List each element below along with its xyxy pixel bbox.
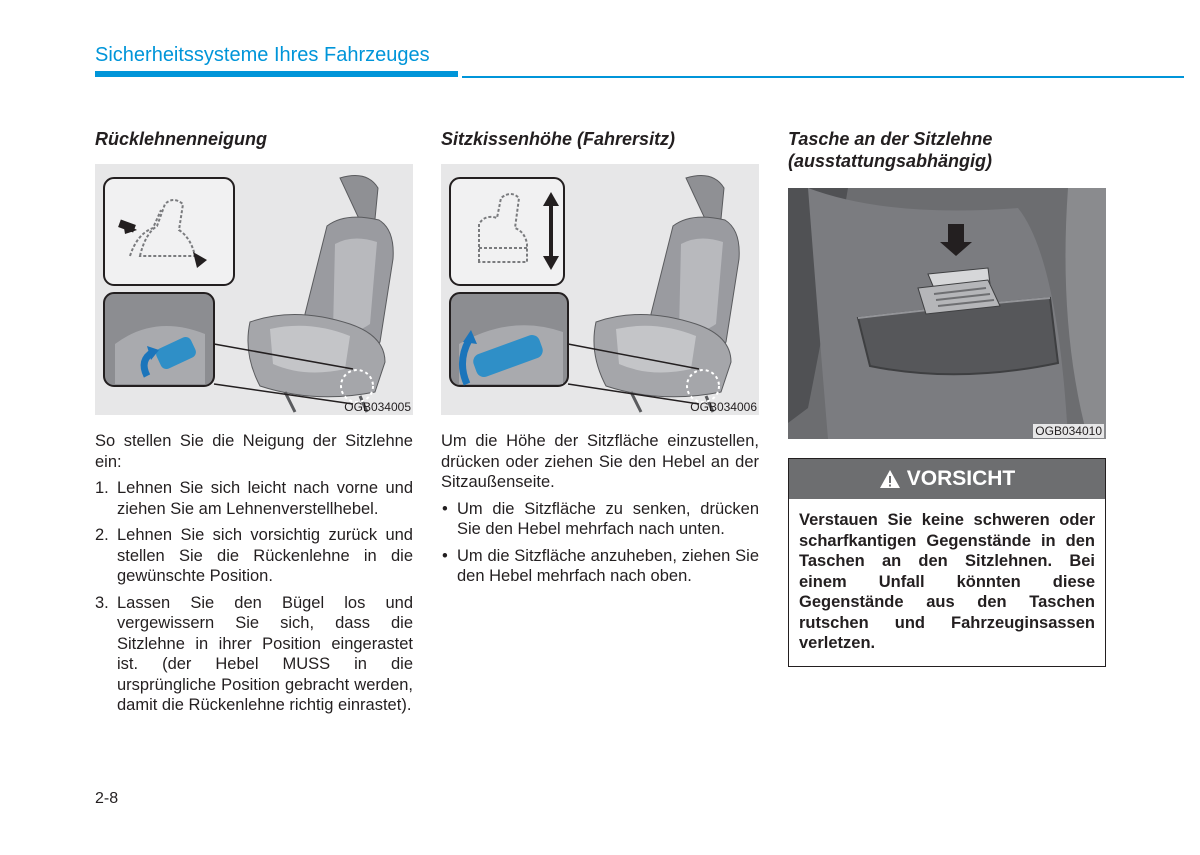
steps-list xyxy=(95,478,413,716)
step-number: 1. xyxy=(95,479,109,497)
list-item xyxy=(441,499,759,540)
bullet-mark: • xyxy=(442,546,448,565)
bullet-list xyxy=(441,499,759,587)
intro-text: So stellen Sie die Neigung der Sitzlehne ein: xyxy=(95,432,413,471)
warning-header xyxy=(789,459,1105,499)
warning-box xyxy=(788,458,1106,667)
seat-height-illustration xyxy=(441,164,759,415)
page-number: 2-8 xyxy=(95,790,119,807)
step-text: Lehnen Sie sich vorsichtig zurück und stellen Sie die Rückenlehne in die gewünschte Position. xyxy=(117,526,413,585)
section-title-recline: Rücklehnenneigung xyxy=(95,129,268,149)
warning-text: Verstauen Sie keine schweren oder scharfkantigen Gegenstände in den Taschen an den Sitzlehnen. Bei einem Unfall könnten diese Gegenstände aus den Taschen rutschen und Fahrzeuginsassen verletzen. xyxy=(799,511,1095,652)
figure-code: OGB034006 xyxy=(690,400,757,414)
step-number: 2. xyxy=(95,526,109,544)
column-backrest-recline xyxy=(95,128,413,722)
figure-code: OGB034010 xyxy=(1035,424,1102,438)
header-rule-thick xyxy=(95,71,458,77)
step-number: 3. xyxy=(95,593,109,612)
title-line-1: Tasche an der Sitzlehne xyxy=(788,129,993,149)
bullet-text: Um die Sitzfläche zu senken, drücken Sie den Hebel mehrfach nach unten. xyxy=(457,499,759,538)
list-item xyxy=(441,546,759,587)
figure-code: OGB034005 xyxy=(344,400,411,414)
section-title-pocket xyxy=(788,128,1106,172)
intro-text: Um die Höhe der Sitzfläche einzustellen, drücken oder ziehen Sie den Hebel an der Sitzaußenseite. xyxy=(441,432,759,491)
warning-triangle-icon xyxy=(879,469,901,489)
bullet-mark: • xyxy=(442,499,448,518)
seatback-pocket-illustration xyxy=(788,188,1106,439)
header-rule-thin xyxy=(462,76,1184,78)
column-cushion-height xyxy=(441,128,759,593)
step-text: Lehnen Sie sich leicht nach vorne und ziehen Sie am Lehnenverstellhebel. xyxy=(117,479,413,518)
bullet-text: Um die Sitzfläche anzuheben, ziehen Sie den Hebel mehrfach nach oben. xyxy=(457,546,759,585)
step-text: Lassen Sie den Bügel los und vergewissern Sie sich, dass die Sitzlehne in ihrer Position eingerastet ist. (der Hebel MUSS in die ursprüngliche Position gebracht werden, damit die Rückenlehne richtig einrastet). xyxy=(117,593,413,714)
list-item xyxy=(95,525,413,587)
column-seatback-pocket xyxy=(788,128,1106,667)
title-line-2: (ausstattungsabhängig) xyxy=(788,151,993,171)
figure-recline xyxy=(95,164,413,415)
list-item xyxy=(95,593,413,716)
warning-heading: VORSICHT xyxy=(906,467,1016,490)
section-header: Sicherheitssysteme Ihres Fahrzeuges xyxy=(95,44,430,66)
seat-recline-illustration xyxy=(95,164,413,415)
figure-height xyxy=(441,164,759,415)
section-title-height: Sitzkissenhöhe (Fahrersitz) xyxy=(441,129,676,149)
list-item xyxy=(95,478,413,519)
figure-pocket xyxy=(788,188,1106,439)
